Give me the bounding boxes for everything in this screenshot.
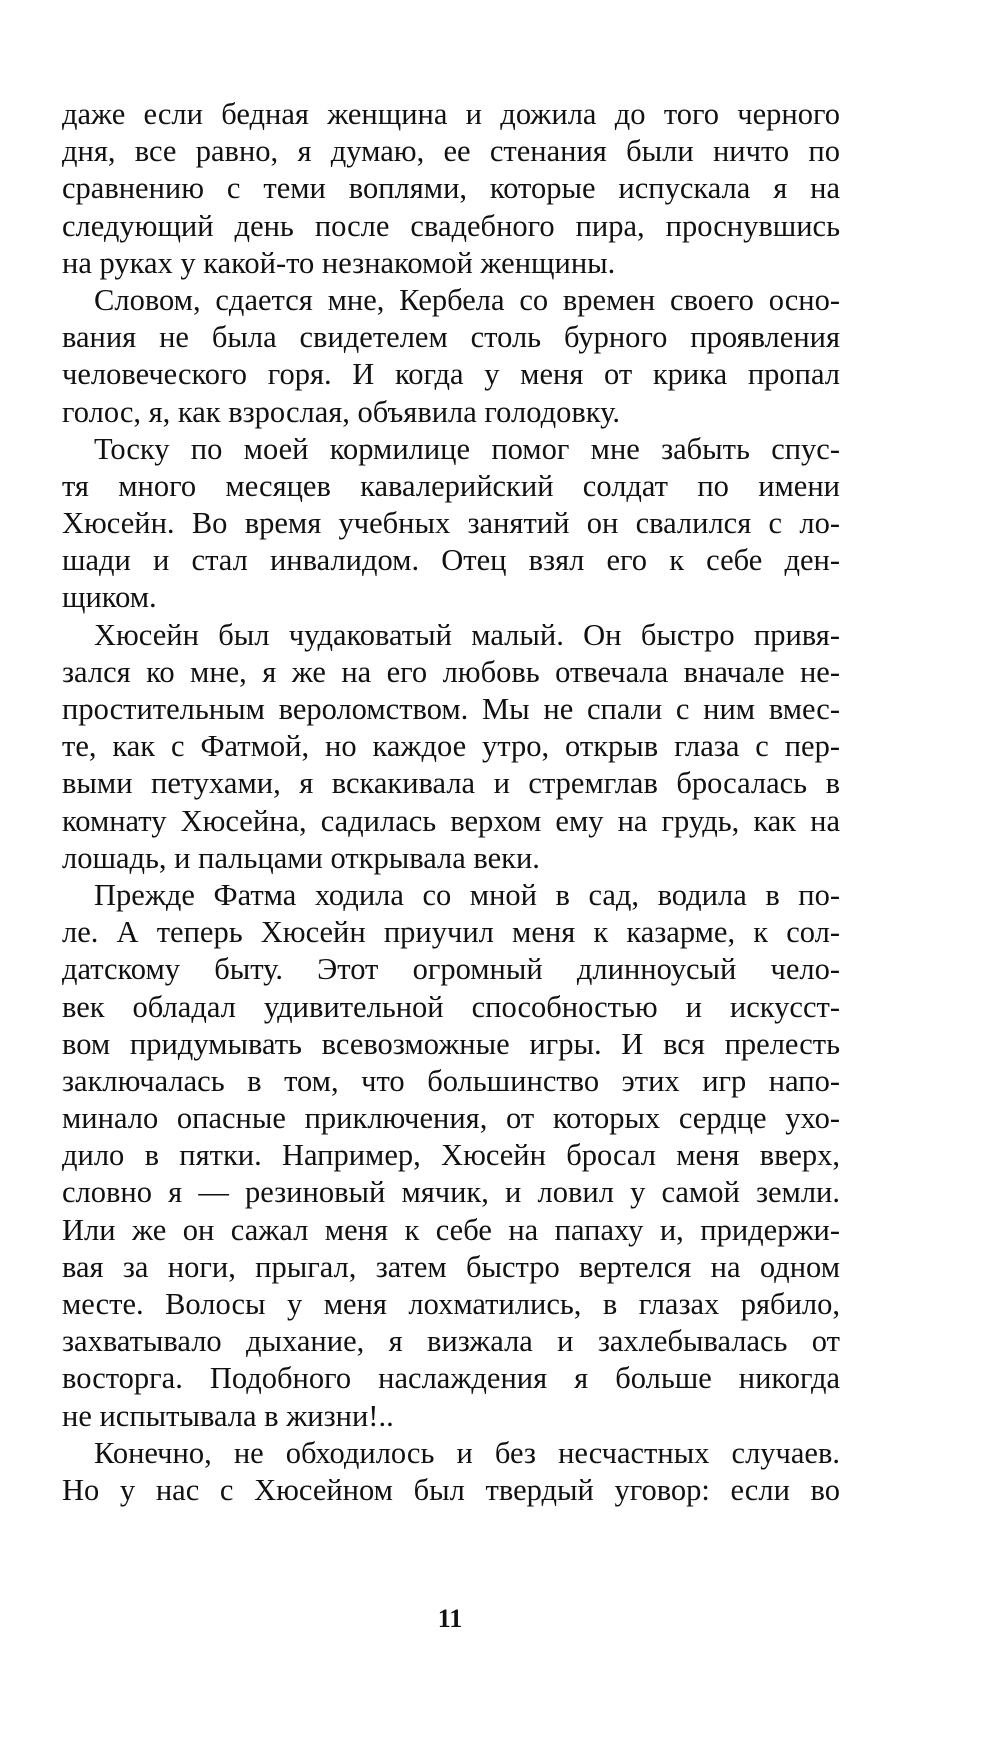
text-line: даже если бедная женщина и дожила до того черного xyxy=(62,97,840,131)
text-line: вая за ноги, прыгал, затем быстро вертелся на одном xyxy=(62,1249,840,1284)
text-line: захватывало дыхание, я визжала и захлебывалась от xyxy=(62,1324,840,1359)
text-line: щиком. xyxy=(62,580,157,615)
text-line: Хюсейн. Во время учебных занятий он свалился с ло- xyxy=(62,506,840,541)
text-line: человеческого горя. И когда у меня от крика пропал xyxy=(62,357,840,392)
text-line: на руках у какой-то незнакомой женщины. xyxy=(62,245,616,280)
text-line: месте. Волосы у меня лохматились, в глазах рябило, xyxy=(62,1287,840,1321)
text-line: Конечно, не обходилось и без несчастных случаев. xyxy=(94,1435,840,1470)
text-line: выми петухами, я вскакивала и стремглав бросалась в xyxy=(62,766,840,801)
body-text xyxy=(62,96,840,1509)
text-line: датскому быту. Этот огромный длинноусый чело- xyxy=(62,952,840,987)
text-line: Или же он сажал меня к себе на папаху и, придержи- xyxy=(62,1212,840,1247)
text-line: те, как с Фатмой, но каждое утро, открыв глаза с пер- xyxy=(62,729,840,764)
text-line: простительным вероломством. Мы не спали с ним вмес- xyxy=(62,692,840,726)
text-line: Словом, сдается мне, Кербела со времен своего осно- xyxy=(94,282,840,317)
text-line: век обладал удивительной способностью и искусст- xyxy=(62,989,840,1024)
text-line: Прежде Фатма ходила со мной в сад, водила в по- xyxy=(94,877,840,912)
text-line: словно я — резиновый мячик, и ловил у самой земли. xyxy=(62,1175,840,1210)
text-line: дило в пятки. Например, Хюсейн бросал меня вверх, xyxy=(62,1138,840,1173)
text-line: минало опасные приключения, от которых сердце ухо- xyxy=(62,1101,840,1136)
text-line: сравнению с теми воплями, которые испускала я на xyxy=(62,171,840,206)
text-line: комнату Хюсейна, садилась верхом ему на грудь, как на xyxy=(62,803,840,838)
text-line: зался ко мне, я же на его любовь отвечала вначале не- xyxy=(62,654,840,689)
text-line: лошадь, и пальцами открывала веки. xyxy=(62,840,540,875)
text-line: ле. А теперь Хюсейн приучил меня к казарме, к сол- xyxy=(62,915,840,950)
text-line: голос, я, как взрослая, объявила голодовку. xyxy=(62,394,620,429)
text-line: тя много месяцев кавалерийский солдат по имени xyxy=(62,468,840,503)
text-line: Но у нас с Хюсейном был твердый уговор: если во xyxy=(62,1472,840,1507)
text-line: Тоску по моей кормилице помог мне забыть спус- xyxy=(94,431,840,466)
text-line: следующий день после свадебного пира, проснувшись xyxy=(62,208,840,243)
page-number: 11 xyxy=(437,1604,463,1633)
text-line: вом придумывать всевозможные игры. И вся прелесть xyxy=(62,1026,840,1061)
text-line: вания не была свидетелем столь бурного проявления xyxy=(62,320,840,355)
text-line: заключалась в том, что большинство этих игр напо- xyxy=(62,1063,840,1098)
text-line: не испытывала в жизни!.. xyxy=(62,1398,394,1433)
text-line: дня, все равно, я думаю, ее стенания были ничто по xyxy=(62,134,840,169)
text-line: восторга. Подобного наслаждения я больше никогда xyxy=(62,1361,840,1396)
text-line: Хюсейн был чудаковатый малый. Он быстро привя- xyxy=(94,617,840,652)
text-line: шади и стал инвалидом. Отец взял его к себе ден- xyxy=(62,543,840,578)
